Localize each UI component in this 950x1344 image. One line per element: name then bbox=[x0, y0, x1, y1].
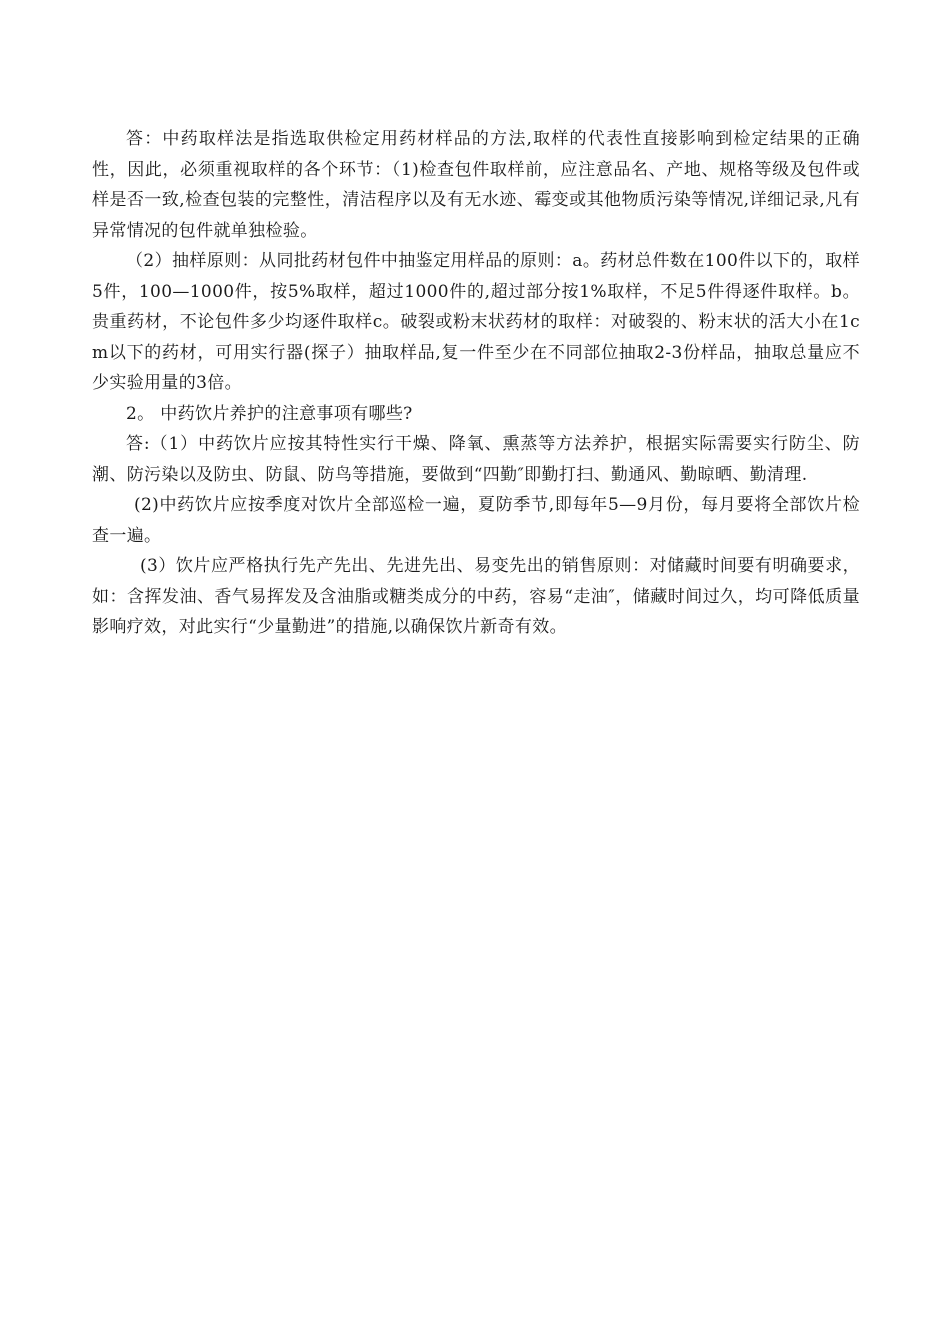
paragraph-sampling-principle: （2）抽样原则：从同批药材包件中抽鉴定用样品的原则：a。药材总件数在100件以下的，取样5件，100—1000件，按5%取样，超过1000件的,超过部分按1%取样，不足5件得逐件取样。b。贵重药材，不论包件多少均逐件取样c。破裂或粉末状药材的取样：对破裂的、粉末状的活大小在1cm以下的药材，可用实行器(探子）抽取样品,复一件至少在不同部位抽取2-3份样品，抽取总量应不少实验用量的3倍。 bbox=[92, 251, 860, 393]
document-body bbox=[92, 124, 860, 643]
answer-paragraph-1: 答:（1）中药饮片应按其特性实行干燥、降氧、熏蒸等方法养护，根据实际需要实行防尘、防潮、防污染以及防虫、防鼠、防鸟等措施，要做到“四勤″即勤打扫、勤通风、勤晾晒、勤清理. bbox=[92, 434, 860, 485]
question-heading-2: 2。 中药饮片养护的注意事项有哪些? bbox=[126, 403, 413, 424]
answer-paragraph-sampling: 答：中药取样法是指选取供检定用药材样品的方法,取样的代表性直接影响到检定结果的正确性，因此，必须重视取样的各个环节：（1)检查包件取样前，应注意品名、产地、规格等级及包件或样是否一致,检查包装的完整性，清洁程序以及有无水迹、霉变或其他物质污染等情况,详细记录,凡有异常情况的包件就单独检验。 bbox=[92, 129, 860, 241]
answer-paragraph-2: (2)中药饮片应按季度对饮片全部巡检一遍，夏防季节,即每年5—9月份，每月要将全部饮片检查一遍。 bbox=[92, 495, 860, 546]
answer-paragraph-3: (3）饮片应严格执行先产先出、先进先出、易变先出的销售原则：对储藏时间要有明确要求，如：含挥发油、香气易挥发及含油脂或糖类成分的中药，容易“走油″，储藏时间过久，均可降低质量影响疗效，对此实行“少量勤进”的措施,以确保饮片新奇有效。 bbox=[92, 556, 860, 637]
